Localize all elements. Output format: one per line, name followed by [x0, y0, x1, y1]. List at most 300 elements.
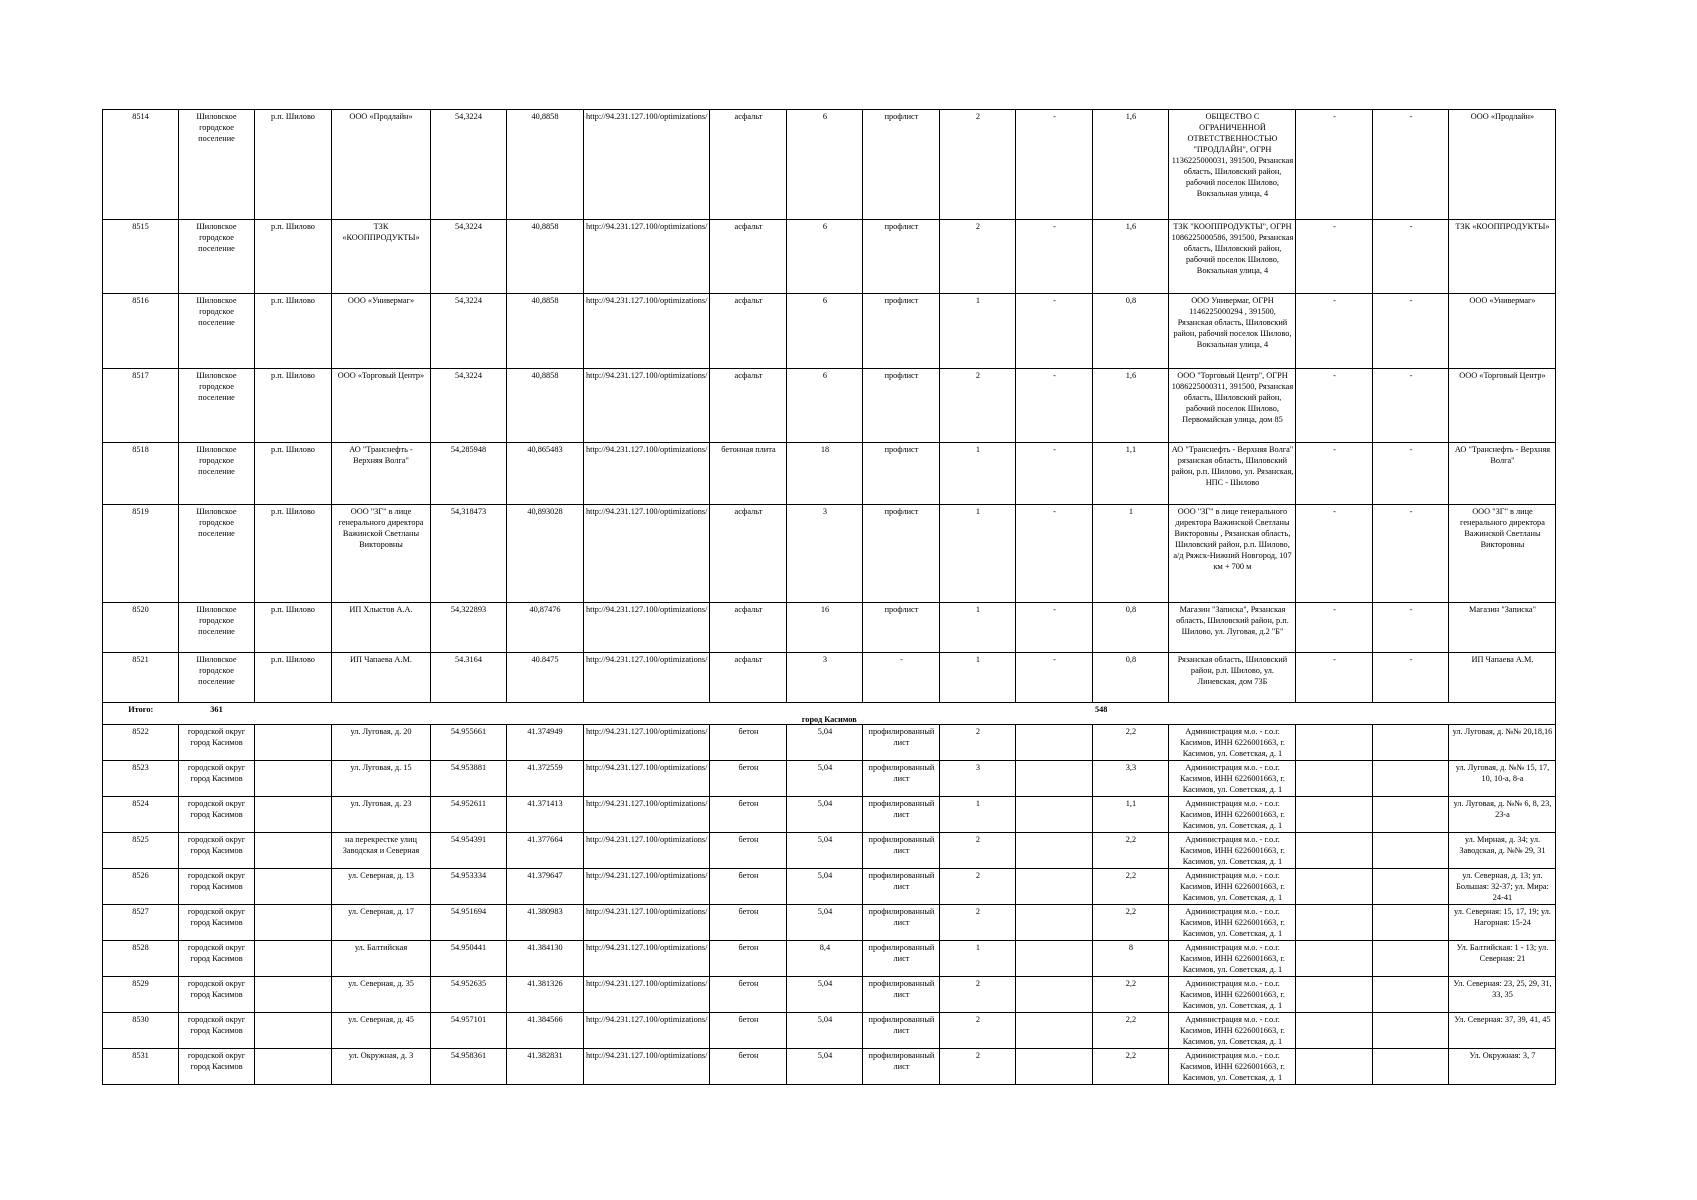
cell-volume: 1,1	[1093, 797, 1169, 833]
cell-volume: 3,3	[1093, 761, 1169, 797]
cell-area: 3	[787, 653, 863, 703]
cell-owner: Администрация м.о. - г.о.г. Касимов, ИНН 6226001663, г. Касимов, ул. Советская, д. 1	[1169, 833, 1296, 869]
cell-settlement: городской округ город Касимов	[179, 1049, 255, 1085]
cell-owner: Магазин "Записка", Рязанская область, Шиловский район, р.п. Шилово, ул. Луговая, д.2 "Б"	[1169, 603, 1296, 653]
cell-area: 5,04	[787, 1049, 863, 1085]
cell-surface: бетон	[710, 761, 787, 797]
table-row	[103, 294, 1556, 369]
cell-c15	[1296, 977, 1373, 1013]
cell-source: ул. Луговая, д. №№ 15, 17, 10, 10-а, 8-а	[1449, 761, 1556, 797]
cell-lon: 40,893028	[507, 505, 584, 603]
cell-url: http://94.231.127.100/optimizations/	[584, 220, 710, 294]
cell-count: 2	[940, 725, 1016, 761]
cell-area: 5,04	[787, 761, 863, 797]
cell-c15	[1296, 905, 1373, 941]
cell-name: ООО "ЗГ" в лице генерального директора Важинской Светланы Викторовны	[332, 505, 431, 603]
cell-c16	[1373, 833, 1449, 869]
summary-total-count: 361	[179, 703, 255, 716]
cell-volume: 2,2	[1093, 725, 1169, 761]
cell-lat: 54,322893	[431, 603, 507, 653]
cell-c15	[1296, 797, 1373, 833]
cell-source: Ул. Северная: 23, 25, 29, 31, 33, 35	[1449, 977, 1556, 1013]
cell-locality: р.п. Шилово	[255, 603, 332, 653]
cell-source: ул. Северная: 15, 17, 19; ул. Нагорная: 15-24	[1449, 905, 1556, 941]
cell-count: 3	[940, 761, 1016, 797]
cell-no: 8522	[103, 725, 179, 761]
cell-name: ТЗК «КООППРОДУКТЫ»	[332, 220, 431, 294]
cell-lat: 54.951694	[431, 905, 507, 941]
cell-c15	[1296, 869, 1373, 905]
cell-fence: профилированный лист	[863, 977, 940, 1013]
cell-owner: Администрация м.о. - г.о.г. Касимов, ИНН 6226001663, г. Касимов, ул. Советская, д. 1	[1169, 941, 1296, 977]
cell-source: Ул. Окружная: 3, 7	[1449, 1049, 1556, 1085]
table-row	[103, 1049, 1556, 1085]
cell-planned	[1016, 977, 1093, 1013]
cell-settlement: городской округ город Касимов	[179, 977, 255, 1013]
cell-settlement: Шиловское городское поселение	[179, 603, 255, 653]
cell-planned: -	[1016, 294, 1093, 369]
cell-lon: 41.384130	[507, 941, 584, 977]
cell-no: 8517	[103, 369, 179, 443]
table-row	[103, 653, 1556, 703]
cell-no: 8520	[103, 603, 179, 653]
summary-row	[103, 703, 1556, 716]
cell-area: 3	[787, 505, 863, 603]
cell-area: 18	[787, 443, 863, 505]
cell-source: ИП Чапаева А.М.	[1449, 653, 1556, 703]
cell-no: 8519	[103, 505, 179, 603]
cell-planned	[1016, 725, 1093, 761]
cell-c16: -	[1373, 603, 1449, 653]
cell-planned	[1016, 941, 1093, 977]
table-summary	[103, 703, 1556, 725]
cell-planned	[1016, 905, 1093, 941]
cell-source: ООО "ЗГ" в лице генерального директора Важинской Светланы Викторовны	[1449, 505, 1556, 603]
cell-surface: асфальт	[710, 294, 787, 369]
cell-count: 1	[940, 443, 1016, 505]
cell-name: ул. Луговая, д. 15	[332, 761, 431, 797]
cell-name: ООО «Универмаг»	[332, 294, 431, 369]
cell-c15: -	[1296, 505, 1373, 603]
cell-lat: 54,3224	[431, 220, 507, 294]
cell-count: 2	[940, 977, 1016, 1013]
cell-source: Магазин "Записка"	[1449, 603, 1556, 653]
cell-lat: 54.3164	[431, 653, 507, 703]
cell-area: 6	[787, 220, 863, 294]
cell-no: 8521	[103, 653, 179, 703]
cell-settlement: Шиловское городское поселение	[179, 443, 255, 505]
cell-source: ул. Мирная, д. 34; ул. Заводская, д. №№ 29, 31	[1449, 833, 1556, 869]
cell-settlement: Шиловское городское поселение	[179, 220, 255, 294]
cell-fence: профилированный лист	[863, 761, 940, 797]
cell-locality	[255, 725, 332, 761]
cell-fence: профлист	[863, 443, 940, 505]
cell-volume: 0,8	[1093, 294, 1169, 369]
cell-owner: ООО Универмаг, ОГРН 1146225000294 , 391500, Рязанская область, Шиловский район, рабочий поселок Шилово, Вокзальная улица, 4	[1169, 294, 1296, 369]
cell-count: 2	[940, 1013, 1016, 1049]
cell-lat: 54,3224	[431, 369, 507, 443]
table-section-shilovo	[103, 110, 1556, 703]
cell-url: http://94.231.127.100/optimizations/	[584, 1049, 710, 1085]
table-row	[103, 761, 1556, 797]
cell-fence: профилированный лист	[863, 833, 940, 869]
cell-c16: -	[1373, 653, 1449, 703]
table-row	[103, 725, 1556, 761]
cell-surface: бетон	[710, 941, 787, 977]
cell-name: ИП Хлыстов А.А.	[332, 603, 431, 653]
table-row	[103, 869, 1556, 905]
cell-owner: ОБЩЕСТВО С ОГРАНИЧЕННОЙ ОТВЕТСТВЕННОСТЬЮ "ПРОДЛАЙН", ОГРН 1136225000031, 391500, Рязанская область, Шиловский район, рабочий поселок Шилово, Вокзальная улица, 4	[1169, 110, 1296, 220]
cell-surface: бетон	[710, 725, 787, 761]
cell-settlement: городской округ город Касимов	[179, 833, 255, 869]
table-row	[103, 443, 1556, 505]
cell-lon: 41.372559	[507, 761, 584, 797]
cell-c15: -	[1296, 369, 1373, 443]
cell-surface: бетон	[710, 1049, 787, 1085]
cell-no: 8518	[103, 443, 179, 505]
cell-owner: Администрация м.о. - г.о.г. Касимов, ИНН 6226001663, г. Касимов, ул. Советская, д. 1	[1169, 725, 1296, 761]
cell-area: 5,04	[787, 833, 863, 869]
cell-no: 8516	[103, 294, 179, 369]
cell-c16	[1373, 1013, 1449, 1049]
table-row	[103, 505, 1556, 603]
cell-owner: ТЗК "КООППРОДУКТЫ", ОГРН 1086225000586, 391500, Рязанская область, Шиловский район, рабочий поселок Шилово, Вокзальная улица, 4	[1169, 220, 1296, 294]
cell-c15	[1296, 725, 1373, 761]
cell-lat: 54.953881	[431, 761, 507, 797]
cell-surface: асфальт	[710, 653, 787, 703]
cell-fence: -	[863, 653, 940, 703]
cell-url: http://94.231.127.100/optimizations/	[584, 653, 710, 703]
cell-volume: 0,8	[1093, 653, 1169, 703]
cell-lat: 54.952611	[431, 797, 507, 833]
cell-lon: 41.384566	[507, 1013, 584, 1049]
cell-c16	[1373, 725, 1449, 761]
cell-volume: 1,6	[1093, 369, 1169, 443]
cell-owner: ООО "ЗГ" в лице генерального директора Важинской Светланы Викторовны , Рязанская область, Шиловский район, р.п. Шилово, а/д Ряжск-Нижний Новгород, 107 км + 700 м	[1169, 505, 1296, 603]
cell-surface: асфальт	[710, 603, 787, 653]
cell-owner: Администрация м.о. - г.о.г. Касимов, ИНН 6226001663, г. Касимов, ул. Советская, д. 1	[1169, 797, 1296, 833]
table-row	[103, 369, 1556, 443]
cell-c15: -	[1296, 110, 1373, 220]
cell-source: ул. Луговая, д. №№ 6, 8, 23, 23-а	[1449, 797, 1556, 833]
cell-area: 6	[787, 369, 863, 443]
cell-count: 2	[940, 220, 1016, 294]
cell-surface: бетон	[710, 869, 787, 905]
cell-source: АО "Транснефть - Верхняя Волга"	[1449, 443, 1556, 505]
cell-lat: 54,3224	[431, 294, 507, 369]
cell-no: 8528	[103, 941, 179, 977]
cell-locality	[255, 1049, 332, 1085]
cell-locality: р.п. Шилово	[255, 369, 332, 443]
cell-owner: ООО "Торговый Центр", ОГРН 1086225000311, 391500, Рязанская область, Шиловский район, рабочий поселок Шилово, Первомайская улица, дом 85	[1169, 369, 1296, 443]
cell-lat: 54,318473	[431, 505, 507, 603]
table-row	[103, 110, 1556, 220]
cell-area: 5,04	[787, 1013, 863, 1049]
cell-volume: 2,2	[1093, 905, 1169, 941]
cell-surface: асфальт	[710, 505, 787, 603]
cell-name: ул. Луговая, д. 20	[332, 725, 431, 761]
cell-c16: -	[1373, 443, 1449, 505]
cell-locality: р.п. Шилово	[255, 220, 332, 294]
cell-lat: 54.955661	[431, 725, 507, 761]
cell-fence: профлист	[863, 505, 940, 603]
cell-lat: 54.950441	[431, 941, 507, 977]
cell-area: 5,04	[787, 725, 863, 761]
table-row	[103, 797, 1556, 833]
cell-source: ул. Луговая, д. №№ 20,18,16	[1449, 725, 1556, 761]
cell-area: 5,04	[787, 869, 863, 905]
cell-name: ул. Северная, д. 13	[332, 869, 431, 905]
cell-c15	[1296, 941, 1373, 977]
cell-url: http://94.231.127.100/optimizations/	[584, 294, 710, 369]
cell-planned: -	[1016, 220, 1093, 294]
registry-table	[102, 109, 1556, 1085]
cell-volume: 8	[1093, 941, 1169, 977]
cell-lat: 54.952635	[431, 977, 507, 1013]
cell-settlement: Шиловское городское поселение	[179, 110, 255, 220]
cell-fence: профилированный лист	[863, 1013, 940, 1049]
cell-c15	[1296, 833, 1373, 869]
table-row	[103, 833, 1556, 869]
cell-c16: -	[1373, 505, 1449, 603]
cell-source: Ул. Северная: 37, 39, 41, 45	[1449, 1013, 1556, 1049]
cell-count: 1	[940, 797, 1016, 833]
cell-settlement: городской округ город Касимов	[179, 761, 255, 797]
table-row	[103, 603, 1556, 653]
cell-c16: -	[1373, 369, 1449, 443]
cell-lon: 41.381326	[507, 977, 584, 1013]
cell-lat: 54,285948	[431, 443, 507, 505]
cell-locality: р.п. Шилово	[255, 653, 332, 703]
table-row	[103, 220, 1556, 294]
cell-fence: профилированный лист	[863, 905, 940, 941]
cell-area: 5,04	[787, 977, 863, 1013]
cell-locality	[255, 797, 332, 833]
cell-planned: -	[1016, 110, 1093, 220]
cell-lon: 41.374949	[507, 725, 584, 761]
cell-no: 8515	[103, 220, 179, 294]
cell-locality	[255, 1013, 332, 1049]
cell-name: ул. Луговая, д. 23	[332, 797, 431, 833]
cell-source: ООО «Торговый Центр»	[1449, 369, 1556, 443]
cell-name: ИП Чапаева А.М.	[332, 653, 431, 703]
cell-url: http://94.231.127.100/optimizations/	[584, 941, 710, 977]
cell-url: http://94.231.127.100/optimizations/	[584, 797, 710, 833]
table-row	[103, 905, 1556, 941]
cell-area: 8,4	[787, 941, 863, 977]
cell-settlement: Шиловское городское поселение	[179, 505, 255, 603]
cell-planned: -	[1016, 505, 1093, 603]
cell-count: 1	[940, 294, 1016, 369]
cell-area: 16	[787, 603, 863, 653]
cell-url: http://94.231.127.100/optimizations/	[584, 869, 710, 905]
cell-settlement: Шиловское городское поселение	[179, 369, 255, 443]
cell-locality	[255, 869, 332, 905]
cell-planned	[1016, 1049, 1093, 1085]
cell-no: 8529	[103, 977, 179, 1013]
cell-planned: -	[1016, 603, 1093, 653]
cell-planned	[1016, 1013, 1093, 1049]
cell-no: 8514	[103, 110, 179, 220]
cell-c15	[1296, 1013, 1373, 1049]
group-header-row	[103, 715, 1556, 725]
cell-url: http://94.231.127.100/optimizations/	[584, 905, 710, 941]
cell-locality: р.п. Шилово	[255, 505, 332, 603]
cell-c16: -	[1373, 294, 1449, 369]
cell-name: ООО «Торговый Центр»	[332, 369, 431, 443]
cell-fence: профлист	[863, 603, 940, 653]
table-row	[103, 1013, 1556, 1049]
cell-owner: Администрация м.о. - г.о.г. Касимов, ИНН 6226001663, г. Касимов, ул. Советская, д. 1	[1169, 905, 1296, 941]
cell-volume: 2,2	[1093, 833, 1169, 869]
cell-c16	[1373, 761, 1449, 797]
cell-volume: 2,2	[1093, 977, 1169, 1013]
cell-c15: -	[1296, 220, 1373, 294]
cell-source: ТЗК «КООППРОДУКТЫ»	[1449, 220, 1556, 294]
cell-volume: 1,6	[1093, 220, 1169, 294]
cell-locality	[255, 941, 332, 977]
cell-url: http://94.231.127.100/optimizations/	[584, 369, 710, 443]
cell-volume: 1,6	[1093, 110, 1169, 220]
cell-planned	[1016, 833, 1093, 869]
cell-planned: -	[1016, 443, 1093, 505]
cell-fence: профилированный лист	[863, 869, 940, 905]
table-row	[103, 977, 1556, 1013]
cell-area: 6	[787, 294, 863, 369]
cell-settlement: городской округ город Касимов	[179, 905, 255, 941]
cell-owner: Администрация м.о. - г.о.г. Касимов, ИНН 6226001663, г. Касимов, ул. Советская, д. 1	[1169, 1049, 1296, 1085]
cell-count: 1	[940, 653, 1016, 703]
cell-count: 1	[940, 505, 1016, 603]
cell-source: Ул. Балтийская: 1 - 13; ул. Северная: 21	[1449, 941, 1556, 977]
cell-surface: бетонная плита	[710, 443, 787, 505]
cell-no: 8527	[103, 905, 179, 941]
cell-source: ул. Северная, д. 13; ул. Большая: 32-37; ул. Мира: 24-41	[1449, 869, 1556, 905]
cell-source: ООО «Универмаг»	[1449, 294, 1556, 369]
cell-settlement: Шиловское городское поселение	[179, 294, 255, 369]
cell-lon: 41.380983	[507, 905, 584, 941]
cell-c16	[1373, 1049, 1449, 1085]
cell-name: ул. Северная, д. 35	[332, 977, 431, 1013]
cell-planned: -	[1016, 653, 1093, 703]
cell-volume: 2,2	[1093, 1049, 1169, 1085]
cell-lat: 54.953334	[431, 869, 507, 905]
cell-c15: -	[1296, 653, 1373, 703]
cell-c16	[1373, 905, 1449, 941]
cell-surface: бетон	[710, 1013, 787, 1049]
cell-count: 2	[940, 905, 1016, 941]
cell-count: 2	[940, 869, 1016, 905]
cell-count: 2	[940, 833, 1016, 869]
cell-fence: профлист	[863, 220, 940, 294]
cell-locality	[255, 977, 332, 1013]
cell-volume: 1	[1093, 505, 1169, 603]
cell-planned	[1016, 797, 1093, 833]
cell-fence: профилированный лист	[863, 725, 940, 761]
cell-locality	[255, 761, 332, 797]
cell-name: ул. Балтийская	[332, 941, 431, 977]
cell-surface: бетон	[710, 977, 787, 1013]
cell-lon: 40,8858	[507, 294, 584, 369]
cell-lon: 41.379647	[507, 869, 584, 905]
cell-c16	[1373, 797, 1449, 833]
cell-c16	[1373, 977, 1449, 1013]
cell-name: ул. Окружная, д. 3	[332, 1049, 431, 1085]
cell-no: 8531	[103, 1049, 179, 1085]
cell-owner: АО "Транснефть - Верхняя Волга" рязанская область, Шиловский район, р.п. Шилово, ул. Рязанская, НПС - Шилово	[1169, 443, 1296, 505]
cell-settlement: городской округ город Касимов	[179, 797, 255, 833]
cell-c16: -	[1373, 220, 1449, 294]
cell-source: ООО «Продлайн»	[1449, 110, 1556, 220]
cell-lon: 41.377664	[507, 833, 584, 869]
cell-url: http://94.231.127.100/optimizations/	[584, 110, 710, 220]
cell-surface: асфальт	[710, 110, 787, 220]
summary-label: Итого:	[103, 703, 179, 716]
cell-url: http://94.231.127.100/optimizations/	[584, 761, 710, 797]
cell-locality: р.п. Шилово	[255, 294, 332, 369]
cell-no: 8530	[103, 1013, 179, 1049]
cell-c16	[1373, 941, 1449, 977]
cell-url: http://94.231.127.100/optimizations/	[584, 603, 710, 653]
cell-lat: 54.954391	[431, 833, 507, 869]
table-section-kasimov	[103, 725, 1556, 1085]
cell-name: на перекрестке улиц Заводская и Северная	[332, 833, 431, 869]
cell-url: http://94.231.127.100/optimizations/	[584, 505, 710, 603]
cell-no: 8525	[103, 833, 179, 869]
cell-lon: 40,8858	[507, 110, 584, 220]
table-row	[103, 941, 1556, 977]
cell-c15: -	[1296, 294, 1373, 369]
cell-fence: профлист	[863, 294, 940, 369]
cell-locality: р.п. Шилово	[255, 443, 332, 505]
group-title: город Касимов	[801, 715, 857, 724]
cell-count: 2	[940, 110, 1016, 220]
cell-lon: 40,87476	[507, 603, 584, 653]
cell-surface: бетон	[710, 797, 787, 833]
cell-url: http://94.231.127.100/optimizations/	[584, 833, 710, 869]
cell-locality	[255, 905, 332, 941]
cell-planned	[1016, 869, 1093, 905]
cell-lon: 40,865483	[507, 443, 584, 505]
cell-locality: р.п. Шилово	[255, 110, 332, 220]
cell-settlement: городской округ город Касимов	[179, 941, 255, 977]
cell-fence: профлист	[863, 369, 940, 443]
cell-url: http://94.231.127.100/optimizations/	[584, 1013, 710, 1049]
cell-fence: профилированный лист	[863, 941, 940, 977]
cell-volume: 0,8	[1093, 603, 1169, 653]
cell-url: http://94.231.127.100/optimizations/	[584, 443, 710, 505]
cell-owner: Администрация м.о. - г.о.г. Касимов, ИНН 6226001663, г. Касимов, ул. Советская, д. 1	[1169, 977, 1296, 1013]
cell-url: http://94.231.127.100/optimizations/	[584, 725, 710, 761]
cell-name: ул. Северная, д. 17	[332, 905, 431, 941]
cell-volume: 1,1	[1093, 443, 1169, 505]
cell-surface: асфальт	[710, 369, 787, 443]
cell-no: 8526	[103, 869, 179, 905]
cell-count: 2	[940, 1049, 1016, 1085]
cell-c15	[1296, 761, 1373, 797]
cell-fence: профилированный лист	[863, 1049, 940, 1085]
cell-volume: 2,2	[1093, 869, 1169, 905]
cell-area: 5,04	[787, 905, 863, 941]
cell-settlement: городской округ город Касимов	[179, 869, 255, 905]
cell-owner: Рязанская область, Шиловский район, р.п. Шилово, ул. Линевская, дом 73Б	[1169, 653, 1296, 703]
cell-fence: профлист	[863, 110, 940, 220]
cell-settlement: городской округ город Касимов	[179, 1013, 255, 1049]
cell-area: 5,04	[787, 797, 863, 833]
cell-locality	[255, 833, 332, 869]
cell-no: 8523	[103, 761, 179, 797]
cell-c15: -	[1296, 603, 1373, 653]
